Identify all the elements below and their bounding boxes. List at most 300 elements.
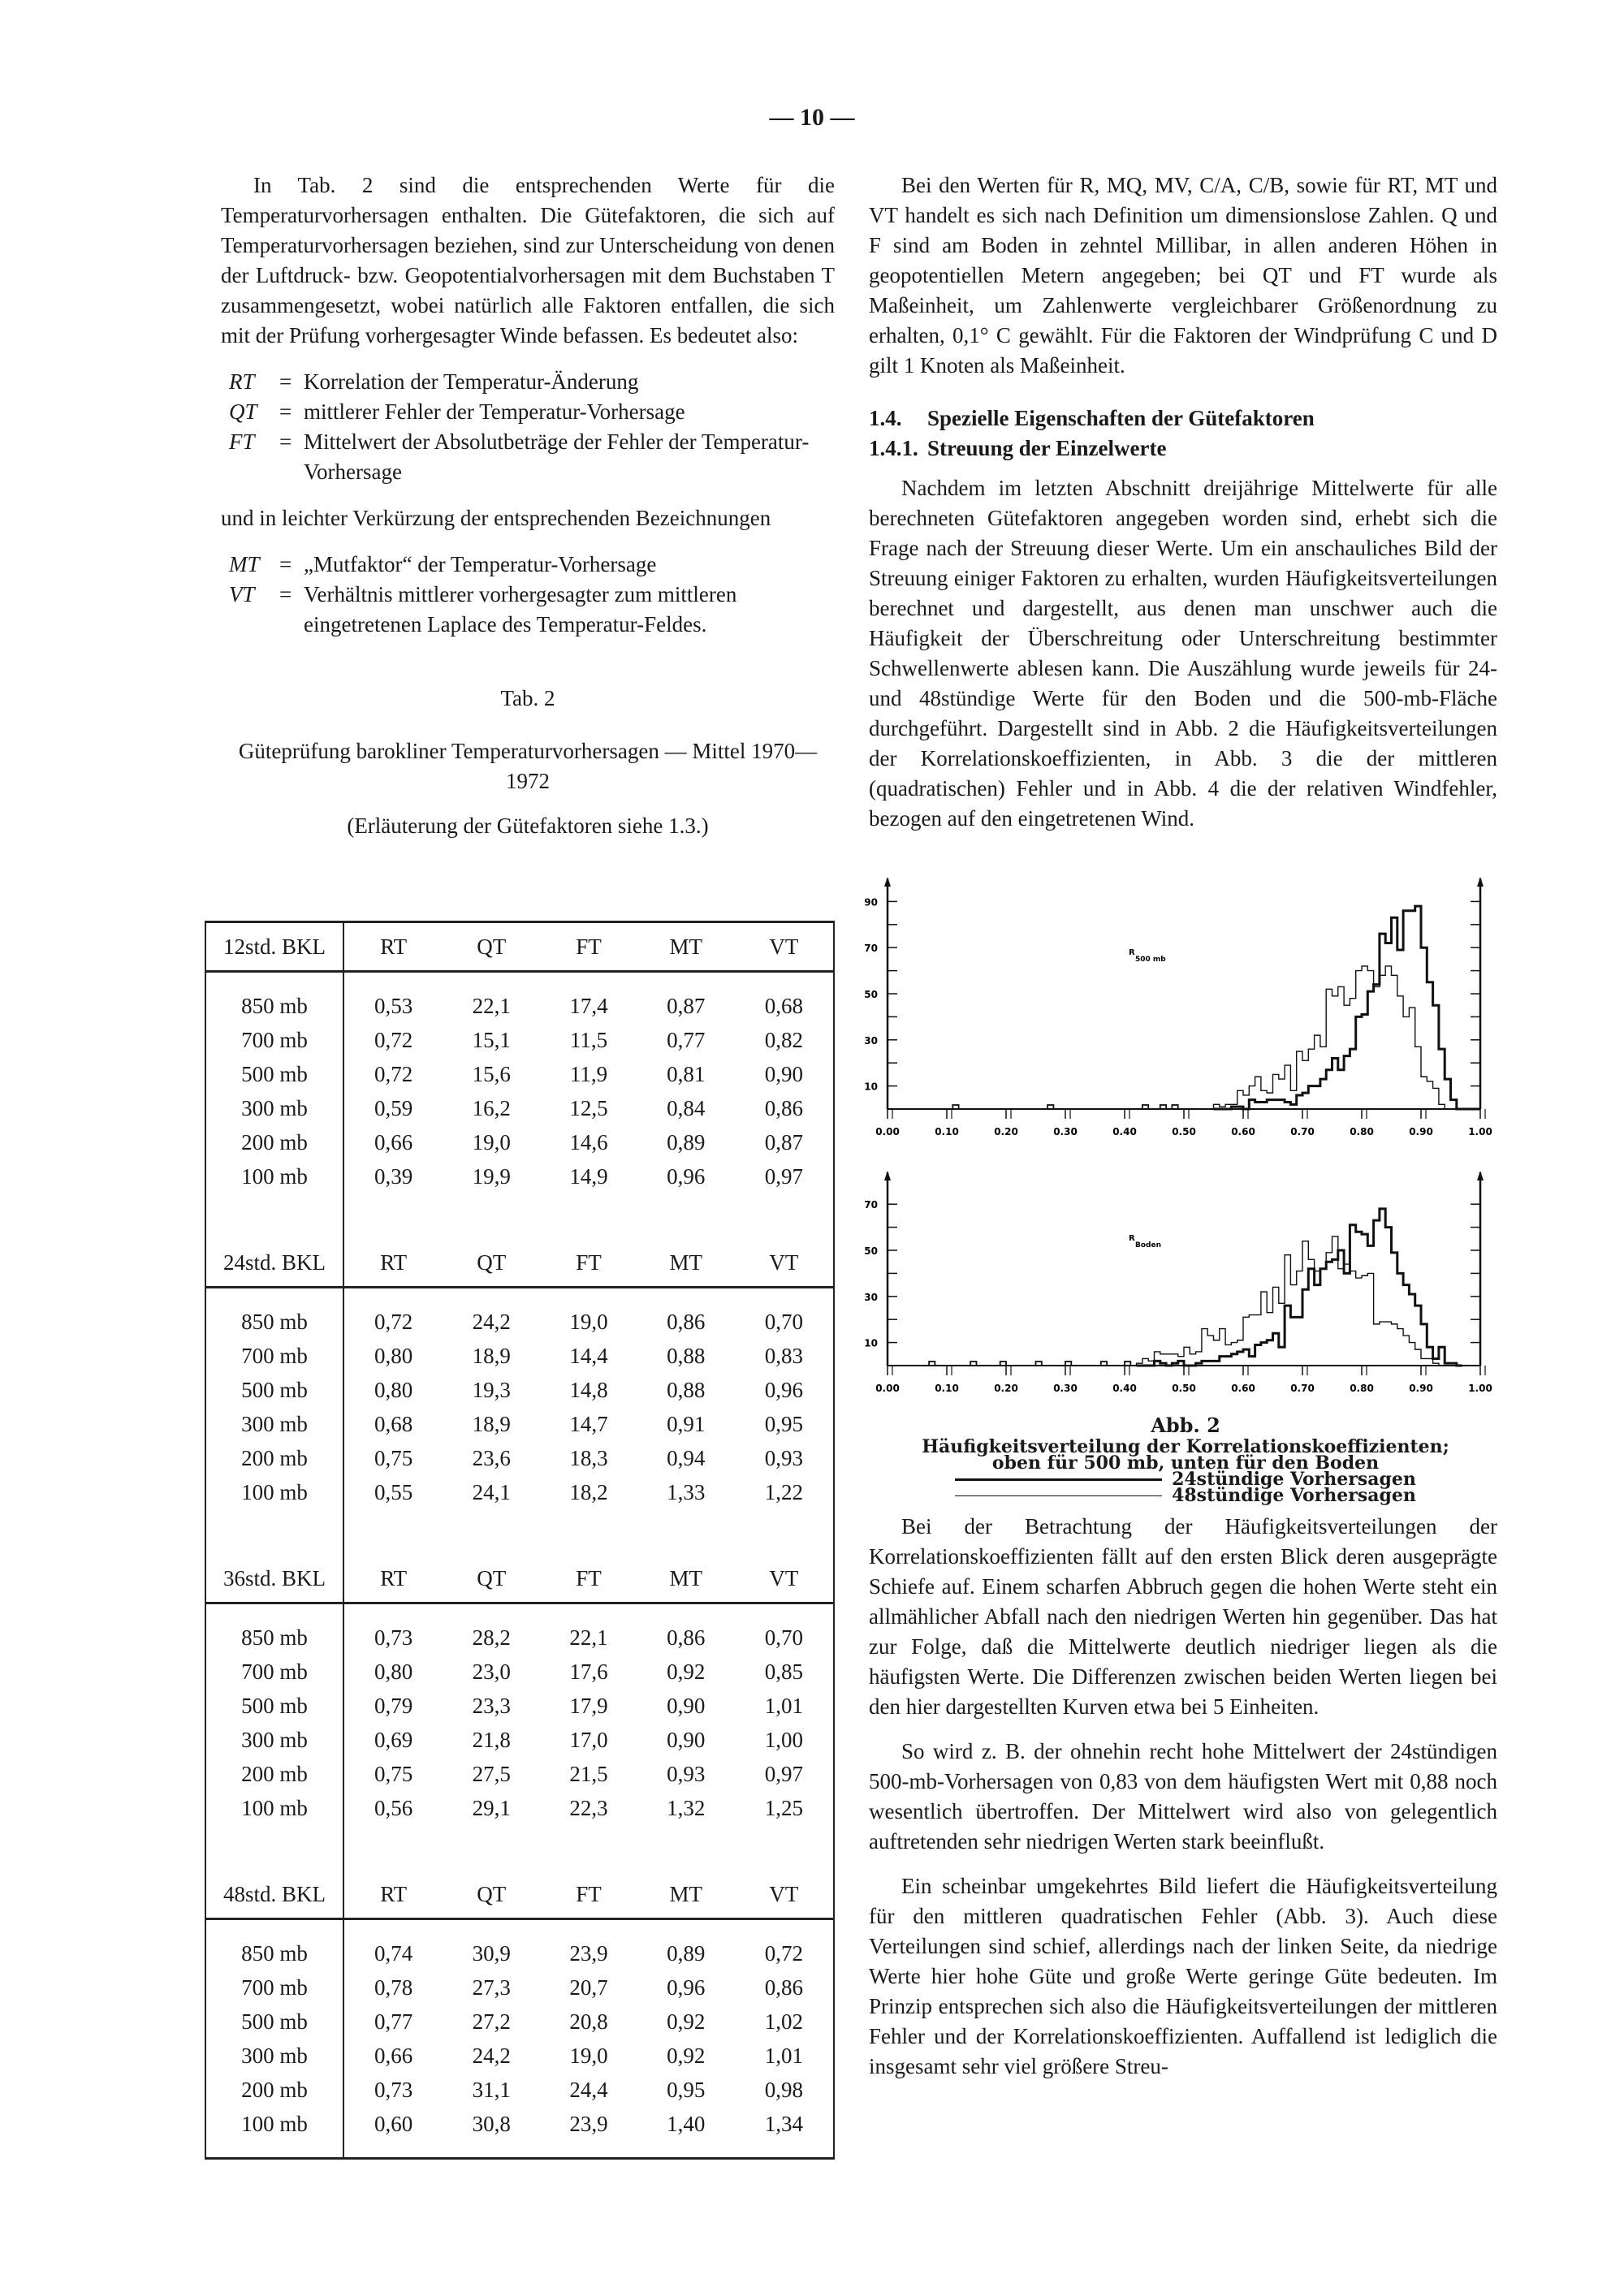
pressure-level: 700 mb [205,1339,343,1373]
skewness-paragraph: Bei der Betrachtung der Häufigkeitsverteilungen der Korrelationskoeffizienten fällt auf den ersten Blick deren ausgeprägte Schiefe auf. Einem scharfen Abbruch gegen die hohen Werte steht ein allmählicher Abfall nach den niedrigen Werten hin gegenüber. Das hat zur Folge, daß die Mittelwerte deutlich niedriger liegen als die häufigsten Werte. Die Differenzen zwischen beiden Werten liegen bei den hier dargestellten Kurven etwa bei 5 Einheiten. [869,1514,1497,1719]
table-cell: 27,2 [472,2009,511,2034]
legend-48h [869,1487,1502,1504]
small-count-bar [1036,1362,1042,1366]
x-tick-label: 0.30 [1053,1383,1078,1394]
table-cell: 14,7 [569,1411,608,1436]
legend-label-48h: 48stündige Vorhersagen [1172,1485,1416,1506]
table-cell: 0,97 [764,1163,803,1189]
table-group-header [205,922,834,972]
table-cell: 0,70 [764,1309,803,1334]
definition-qt [229,397,835,427]
definition-ft [229,427,835,487]
y-tick-label: 50 [864,989,878,1000]
x-tick-label: 0.70 [1290,1126,1315,1137]
table-cell: 0,92 [667,2009,706,2034]
scatter-paragraph: Nachdem im letzten Abschnitt dreijährige Mittelwerte für alle berechneten Gütefaktoren angegeben worden sind, erhebt sich die Frage nach der Streuung dieser Werte. Um ein anschauliches Bild der Streuung einiger Faktoren zu erhalten, wurden Häufigkeitsverteilungen berechnet und dargestellt, aus denen man unschwer auch die Häufigkeit der Überschreitung oder Unterschreitung bestimmter Schwellenwerte ablesen kann. Die Auszählung wurde jeweils für 24- und 48stündige Werte für den Boden und die 500-mb-Fläche durchgeführt. Dargestellt sind in Abb. 2 die Häufigkeitsverteilungen der Korrelationskoeffizienten, in Abb. 3 die der mittleren (quadratischen) Fehler und in Abb. 4 die der relativen Windfehler, bezogen auf den eingetretenen Wind. [869,476,1497,831]
x-tick-label: 0.90 [1409,1383,1433,1394]
table-row [205,1791,834,1825]
figure-number: Abb. 2 [1151,1413,1220,1437]
table-number: Tab. 2 [500,686,555,710]
small-count-bar [1000,1362,1006,1366]
column-header: FT [540,922,637,972]
table-cell: 17,6 [569,1659,608,1684]
table-row [205,2005,834,2039]
definition-vt [229,580,835,640]
table-cell: 28,2 [472,1625,511,1650]
pressure-level: 500 mb [205,1689,343,1723]
intro-paragraph: In Tab. 2 sind die entsprechenden Werte für die Temperaturvorhersagen enthalten. Die Gütefaktoren, die sich auf Temperaturvorhersagen beziehen, sind zur Unterscheidung von denen der Luftdruck- bzw. Geopotentialvorhersagen mit dem Buchstaben T zusammengesetzt, wobei natürlich alle Faktoren entfallen, die sich mit der Prüfung vorhergesagter Winde befassen. Es bedeutet also: [221,173,835,347]
table-cell: 27,3 [472,1974,511,2000]
table-cell: 21,8 [472,1727,511,1752]
pressure-level: 850 mb [205,1936,343,1970]
table-row [205,1159,834,1193]
table-cell: 0,72 [374,1061,413,1086]
table-cell: 0,92 [667,1659,706,1684]
legend-line-thin [955,1495,1162,1496]
x-tick-label: 0.80 [1350,1383,1374,1394]
table-cell: 0,95 [667,2077,706,2102]
chart-label: R [1129,1234,1135,1243]
definition-value: Verhältnis mittlerer vorhergesagter zum mittleren eingetretenen Laplace des Temperatur-Feldes. [304,582,737,637]
table-cell: 24,2 [472,2043,511,2068]
pressure-level: 300 mb [205,2039,343,2073]
column-header: VT [735,922,834,972]
table-row [205,1305,834,1339]
table-group-header [205,1871,834,1919]
small-count-bar [952,1105,958,1109]
units-paragraph: Bei den Werten für R, MQ, MV, C/A, C/B, sowie für RT, MT und VT handelt es sich nach Definition um dimensionslose Zahlen. Q und F sind am Boden in zehntel Millibar, in allen anderen Höhen in geopotentiellen Metern angegeben; bei QT und FT wurde als Maßeinheit, um Zahlenwerte vergleichbarer Größenordnung zu erhalten, 0,1° C gewählt. Für die Faktoren der Windprüfung C und D gilt 1 Knoten als Maßeinheit. [869,173,1497,378]
legend-label-24h: 24stündige Vorhersagen [1172,1469,1416,1490]
x-tick-label: 0.80 [1350,1126,1374,1137]
table-cell: 0,92 [667,2043,706,2068]
axis-arrow-icon [1477,877,1484,887]
small-count-bar [1160,1105,1166,1109]
table-cell: 0,70 [764,1625,803,1650]
table-cell: 1,34 [764,2111,803,2136]
table-cell: 0,95 [764,1411,803,1436]
histogram-500mb [861,861,1502,1156]
series-48h-line [1137,1236,1463,1366]
small-count-bar [1047,1105,1053,1109]
table-row [205,1373,834,1407]
table-cell: 19,0 [472,1129,511,1154]
x-tick-label: 0.70 [1290,1383,1315,1394]
pressure-level: 200 mb [205,1125,343,1159]
x-tick-label: 0.20 [994,1383,1018,1394]
x-tick-label: 0.40 [1112,1383,1137,1394]
mid-paragraph: und in leichter Verkürzung der entsprechenden Bezeichnungen [221,506,771,530]
small-count-bar [1125,1362,1130,1366]
histogram-boden [861,1153,1502,1408]
table-cell: 21,5 [569,1761,608,1786]
table-cell: 18,3 [569,1445,608,1470]
x-tick-label: 0.50 [1172,1383,1196,1394]
column-header: RT [343,1239,443,1288]
column-header: VT [735,1555,834,1603]
chart-label-sub: 500 mb [1135,956,1166,964]
table-cell: 19,9 [472,1163,511,1189]
forecast-range-label: 12std. BKL [205,922,343,972]
table-cell: 0,84 [667,1095,706,1120]
table-cell: 14,4 [569,1343,608,1368]
table-cell: 24,1 [472,1479,511,1504]
table-group-header [205,1555,834,1603]
equals-sign: = [279,399,292,424]
column-header: QT [443,1555,540,1603]
table-cell: 23,9 [569,1940,608,1966]
table-cell: 0,39 [374,1163,413,1189]
table-row [205,1091,834,1125]
table-cell: 1,22 [764,1479,803,1504]
table-cell: 0,77 [667,1027,706,1052]
table-cell: 0,88 [667,1343,706,1368]
table-row [205,2073,834,2107]
y-tick-label: 10 [864,1337,878,1349]
table-cell: 0,89 [667,1940,706,1966]
small-count-bar [970,1362,976,1366]
table-title: Güteprüfung barokliner Temperaturvorhersagen — Mittel 1970—1972 [238,739,818,793]
chart-label: R [1129,948,1135,957]
table-cell: 0,69 [374,1727,413,1752]
table-cell: 15,1 [472,1027,511,1052]
equals-sign: = [279,552,292,576]
axis-arrow-icon [884,877,891,887]
table-cell: 0,55 [374,1479,413,1504]
section-number: 1.4. [869,406,902,430]
equals-sign: = [279,429,292,454]
column-header: FT [540,1871,637,1919]
section-title: Streuung der Einzelwerte [927,436,1167,460]
x-tick-label: 0.50 [1172,1126,1196,1137]
table-cell: 0,77 [374,2009,413,2034]
y-tick-label: 30 [864,1291,878,1303]
column-header: FT [540,1239,637,1288]
table-row [205,1407,834,1441]
table-row [205,1689,834,1723]
table-cell: 1,25 [764,1795,803,1820]
table-cell: 19,0 [569,1309,608,1334]
table-cell: 0,94 [667,1445,706,1470]
table-row [205,1757,834,1791]
table-cell: 1,01 [764,2043,803,2068]
histogram-boden-plot [861,1153,1502,1405]
table-row [205,1125,834,1159]
table-cell: 1,02 [764,2009,803,2034]
table-row [205,1339,834,1373]
table-cell: 0,59 [374,1095,413,1120]
table-cell: 16,2 [472,1095,511,1120]
table-cell: 0,86 [764,1974,803,2000]
table-cell: 14,8 [569,1377,608,1402]
table-cell: 0,86 [667,1625,706,1650]
table-subtitle: (Erläuterung der Gütefaktoren siehe 1.3.) [347,814,709,838]
table-row [205,1475,834,1509]
column-header: QT [443,1239,540,1288]
y-tick-label: 70 [864,1199,878,1211]
example-paragraph: So wird z. B. der ohnehin recht hohe Mittelwert der 24stündigen 500-mb-Vorhersagen von 0,83 von dem häufigsten Wert mit 0,88 noch wesentlich übertroffen. Der Mittelwert wird also von gelegentlich auftretenden sehr niedrigen Werten stark beeinflußt. [869,1739,1497,1854]
pressure-level: 100 mb [205,2107,343,2141]
table-cell: 0,80 [374,1659,413,1684]
table-cell: 24,2 [472,1309,511,1334]
table-group-header [205,1239,834,1288]
table-cell: 0,93 [667,1761,706,1786]
definition-mt [229,550,835,580]
forecast-range-label: 24std. BKL [205,1239,343,1288]
table-cell: 0,60 [374,2111,413,2136]
series-24h-line [1214,906,1481,1109]
pressure-level: 100 mb [205,1475,343,1509]
table-cell: 18,9 [472,1411,511,1436]
table-cell: 20,7 [569,1974,608,2000]
table-cell: 12,5 [569,1095,608,1120]
forecast-range-label: 36std. BKL [205,1555,343,1603]
table-cell: 19,3 [472,1377,511,1402]
table-cell: 1,33 [667,1479,706,1504]
pressure-level: 850 mb [205,1305,343,1339]
table-cell: 0,89 [667,1129,706,1154]
table-cell: 30,8 [472,2111,511,2136]
table-cell: 22,3 [569,1795,608,1820]
column-header: VT [735,1871,834,1919]
table-cell: 30,9 [472,1940,511,1966]
x-tick-label: 0.00 [875,1383,900,1394]
table-cell: 0,66 [374,2043,413,2068]
pressure-level: 100 mb [205,1791,343,1825]
equals-sign: = [279,369,292,394]
table-cell: 0,66 [374,1129,413,1154]
pressure-level: 200 mb [205,1757,343,1791]
table-cell: 0,79 [374,1693,413,1718]
column-header: FT [540,1555,637,1603]
table-row [205,1970,834,2005]
table-cell: 19,0 [569,2043,608,2068]
definition-list-1 [229,367,835,487]
x-tick-label: 0.20 [994,1126,1018,1137]
table-cell: 23,6 [472,1445,511,1470]
table-cell: 1,32 [667,1795,706,1820]
caption-line-2: oben für 500 mb, unten für den Boden [991,1452,1380,1474]
x-tick-label: 0.60 [1231,1126,1255,1137]
pressure-level: 200 mb [205,2073,343,2107]
table-cell: 0,73 [374,1625,413,1650]
pressure-level: 850 mb [205,1621,343,1655]
definition-list-2 [229,550,835,640]
table-cell: 14,6 [569,1129,608,1154]
axis-arrow-icon [884,1171,891,1180]
small-count-bar [929,1362,935,1366]
table-cell: 15,6 [472,1061,511,1086]
table-row [205,2107,834,2141]
table-cell: 23,0 [472,1659,511,1684]
table-cell: 0,56 [374,1795,413,1820]
table-row [205,2039,834,2073]
x-tick-label: 0.10 [935,1383,959,1394]
table-cell: 0,74 [374,1940,413,1966]
pressure-level: 700 mb [205,1023,343,1057]
table-cell: 0,96 [667,1974,706,2000]
table-cell: 0,96 [667,1163,706,1189]
pressure-level: 500 mb [205,2005,343,2039]
table-cell: 18,9 [472,1343,511,1368]
table-cell: 17,9 [569,1693,608,1718]
table-cell: 1,01 [764,1693,803,1718]
column-header: MT [637,1239,735,1288]
figure-caption [869,1413,1502,1506]
pressure-level: 200 mb [205,1441,343,1475]
table-cell: 0,87 [764,1129,803,1154]
table-row [205,1441,834,1475]
table-cell: 1,00 [764,1727,803,1752]
x-tick-label: 0.40 [1112,1126,1137,1137]
table-cell: 0,86 [764,1095,803,1120]
x-tick-label: 0.90 [1409,1126,1433,1137]
pressure-level: 850 mb [205,989,343,1023]
definition-value: Korrelation der Temperatur-Änderung [304,369,639,394]
y-tick-label: 10 [864,1081,878,1093]
right-column-lower [869,1512,1497,2082]
section-title: Spezielle Eigenschaften der Gütefaktoren [927,406,1315,430]
series-48h-line [1214,966,1481,1109]
table-cell: 0,96 [764,1377,803,1402]
error-distribution-paragraph: Ein scheinbar umgekehrtes Bild liefert die Häufigkeitsverteilung für den mittleren quadratischen Fehler (Abb. 3). Auch diese Verteilungen sind schief, allerdings nach der linken Seite, da niedrige Werte hier hohe Güte und große Werte geringe Güte bedeuten. Im Prinzip entsprechen sich also die Häufigkeitsverteilungen der mittleren Fehler und der Korrelationskoeffizienten. Auffallend ist lediglich die insgesamt sehr viel größere Streu- [869,1874,1497,2078]
column-header: MT [637,1555,735,1603]
table-cell: 0,73 [374,2077,413,2102]
table-cell: 0,68 [764,993,803,1018]
table-cell: 11,5 [569,1027,608,1052]
definition-value: Mittelwert der Absolutbeträge der Fehler der Temperatur-Vorhersage [304,429,810,484]
definition-key: QT [229,399,257,424]
table-cell: 22,1 [569,1625,608,1650]
table-cell: 0,81 [667,1061,706,1086]
table-row [205,1936,834,1970]
section-heading-1-4 [869,404,1497,434]
table-cell: 0,87 [667,993,706,1018]
table-row [205,1621,834,1655]
table-cell: 0,80 [374,1377,413,1402]
y-tick-label: 70 [864,943,878,955]
table-cell: 14,9 [569,1163,608,1189]
pressure-level: 700 mb [205,1655,343,1689]
caption-line-1: Häufigkeitsverteilung der Korrelationskoeffizienten; [922,1436,1449,1457]
table-cell: 0,80 [374,1343,413,1368]
table-cell: 0,53 [374,993,413,1018]
equals-sign: = [279,582,292,606]
chart-label-sub: Boden [1135,1241,1161,1249]
table-cell: 22,1 [472,993,511,1018]
pressure-level: 300 mb [205,1723,343,1757]
definition-key: VT [229,582,255,606]
pressure-level: 300 mb [205,1091,343,1125]
column-header: RT [343,922,443,972]
table-cell: 0,91 [667,1411,706,1436]
table-row [205,1723,834,1757]
table-cell: 29,1 [472,1795,511,1820]
column-header: MT [637,922,735,972]
table-cell: 0,72 [764,1940,803,1966]
table-cell: 20,8 [569,2009,608,2034]
table-row [205,1023,834,1057]
legend-line-thick [955,1478,1162,1481]
table-cell: 0,83 [764,1343,803,1368]
definition-rt [229,367,835,397]
pressure-level: 500 mb [205,1057,343,1091]
table-row [205,989,834,1023]
table-cell: 0,85 [764,1659,803,1684]
table-cell: 0,75 [374,1445,413,1470]
table-cell: 0,86 [667,1309,706,1334]
table-cell: 23,9 [569,2111,608,2136]
temperature-forecast-table [205,921,835,2160]
forecast-range-label: 48std. BKL [205,1871,343,1919]
x-tick-label: 0.10 [935,1126,959,1137]
table-cell: 0,90 [667,1693,706,1718]
pressure-level: 100 mb [205,1159,343,1193]
table-cell: 0,90 [667,1727,706,1752]
table-cell: 27,5 [472,1761,511,1786]
table-cell: 0,93 [764,1445,803,1470]
table-cell: 0,97 [764,1761,803,1786]
y-tick-label: 90 [864,896,878,908]
column-header: RT [343,1555,443,1603]
definition-key: FT [229,429,255,454]
page-number: — 10 — [769,104,855,131]
definition-value: „Mutfaktor“ der Temperatur-Vorhersage [304,552,657,576]
x-tick-label: 1.00 [1468,1383,1492,1394]
table-cell: 31,1 [472,2077,511,2102]
definition-key: RT [229,369,255,394]
column-header: QT [443,1871,540,1919]
table-cell: 1,40 [667,2111,706,2136]
column-header: RT [343,1871,443,1919]
left-column [221,170,835,841]
table-cell: 0,72 [374,1027,413,1052]
table-cell: 23,3 [472,1693,511,1718]
table-cell: 18,2 [569,1479,608,1504]
table-row [205,1057,834,1091]
y-tick-label: 30 [864,1034,878,1047]
axis-arrow-icon [1477,1171,1484,1180]
pressure-level: 700 mb [205,1970,343,2005]
right-column [869,170,1497,834]
table-cell: 0,88 [667,1377,706,1402]
small-count-bar [1101,1362,1107,1366]
column-header: MT [637,1871,735,1919]
x-tick-label: 0.00 [875,1126,900,1137]
table-cell: 11,9 [569,1061,608,1086]
table-cell: 0,82 [764,1027,803,1052]
section-heading-1-4-1 [869,434,1497,464]
table-cell: 0,78 [374,1974,413,2000]
table-cell: 0,68 [374,1411,413,1436]
table-cell: 0,98 [764,2077,803,2102]
table-cell: 0,72 [374,1309,413,1334]
table-row [205,1655,834,1689]
x-tick-label: 0.60 [1231,1383,1255,1394]
column-header: QT [443,922,540,972]
x-tick-label: 1.00 [1468,1126,1492,1137]
table-cell: 24,4 [569,2077,608,2102]
table-cell: 0,90 [764,1061,803,1086]
pressure-level: 300 mb [205,1407,343,1441]
small-count-bar [1142,1105,1148,1109]
section-number: 1.4.1. [869,436,918,460]
definition-key: MT [229,552,260,576]
table-cell: 17,4 [569,993,608,1018]
x-tick-label: 0.30 [1053,1126,1078,1137]
histogram-500mb-plot [861,861,1502,1153]
small-count-bar [1065,1362,1071,1366]
column-header: VT [735,1239,834,1288]
